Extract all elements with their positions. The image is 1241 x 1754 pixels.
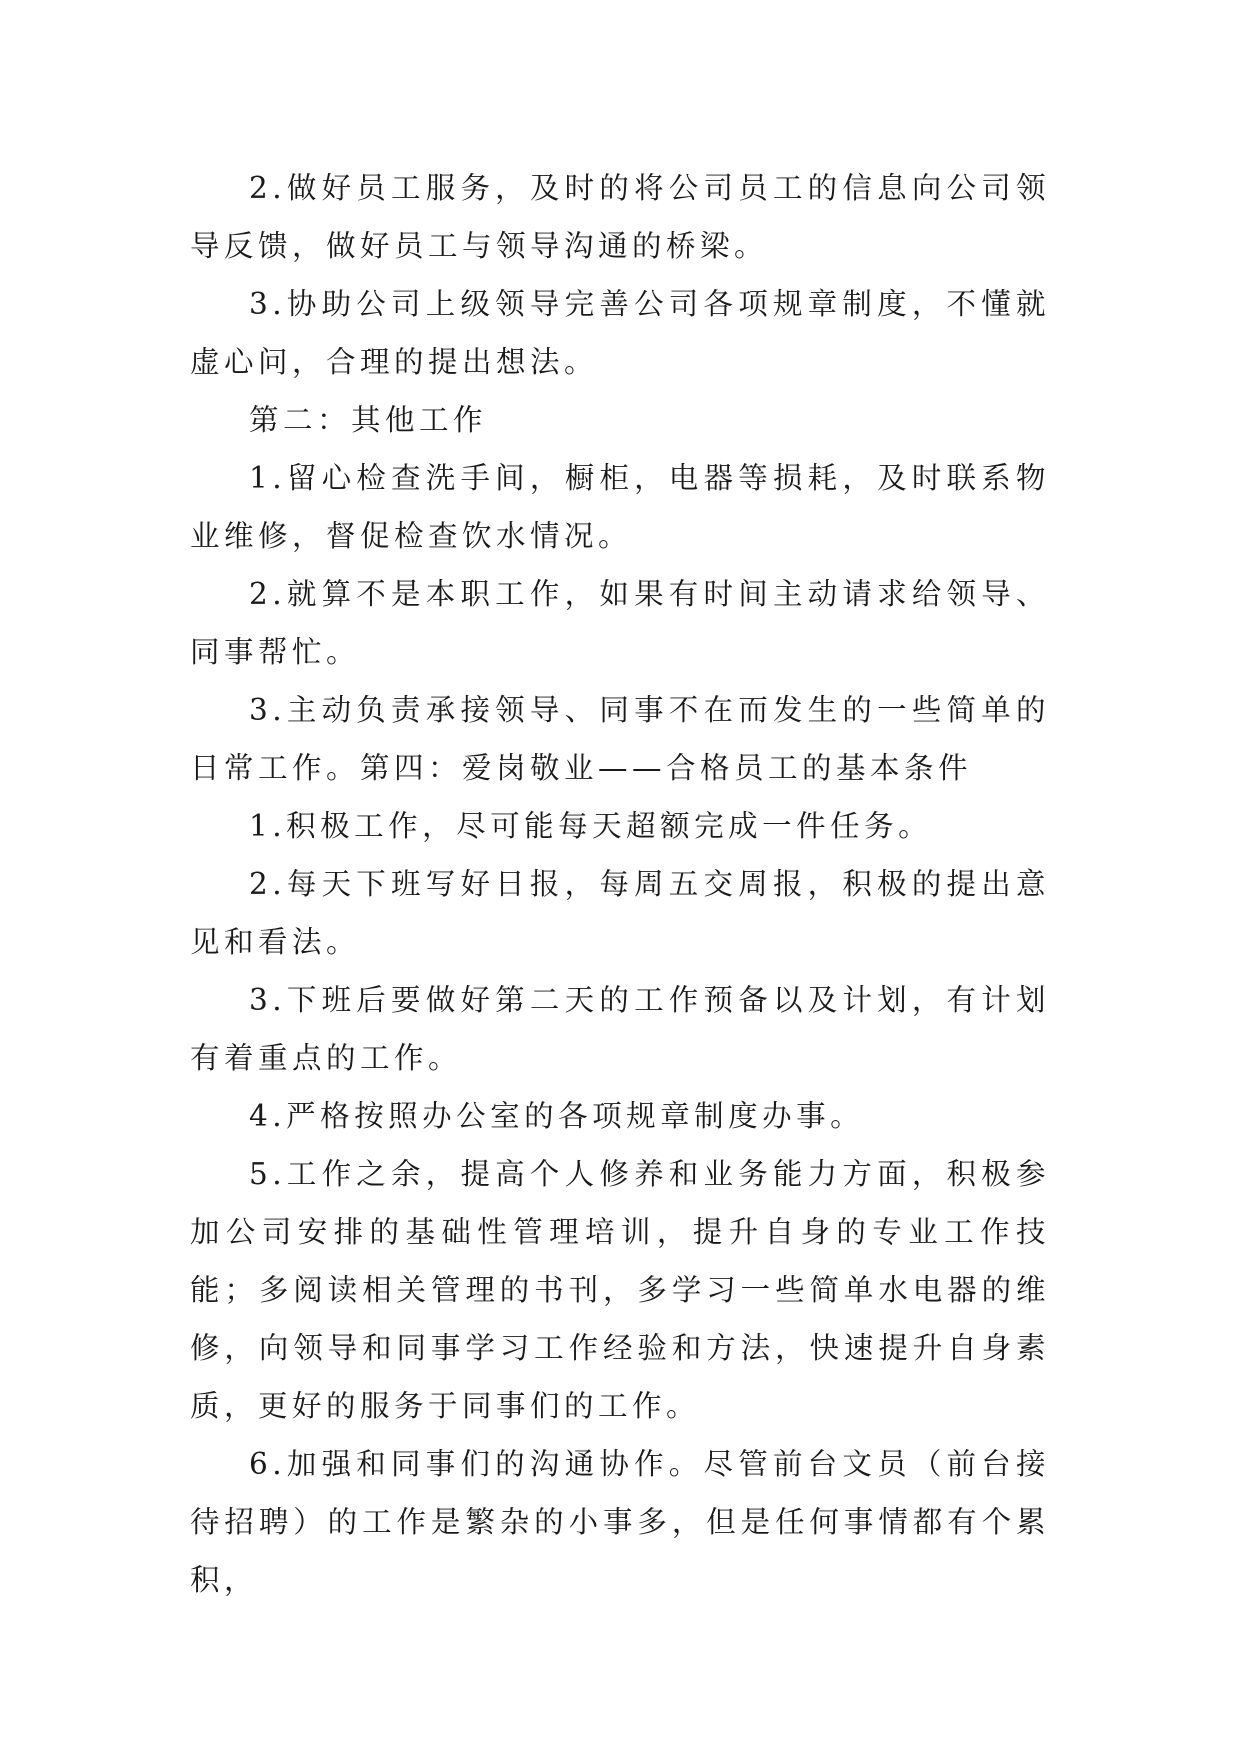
paragraph: 3.主动负责承接领导、同事不在而发生的一些简单的日常工作。第四：爱岗敬业——合格员工的基本条件 xyxy=(190,693,1050,785)
paragraph: 3.协助公司上级领导完善公司各项规章制度，不懂就虚心问，合理的提出想法。 xyxy=(190,287,1050,379)
paragraph: 2.就算不是本职工作，如果有时间主动请求给领导、同事帮忙。 xyxy=(190,577,1050,669)
paragraph: 3.下班后要做好第二天的工作预备以及计划，有计划有着重点的工作。 xyxy=(190,983,1050,1075)
document-body xyxy=(190,159,1050,1609)
paragraph: 6.加强和同事们的沟通协作。尽管前台文员（前台接待招聘）的工作是繁杂的小事多，但是任何事情都有个累积， xyxy=(190,1447,1050,1597)
paragraph: 4.严格按照办公室的各项规章制度办事。 xyxy=(249,1099,865,1133)
section-heading: 第二：其他工作 xyxy=(249,403,488,437)
paragraph: 5.工作之余，提高个人修养和业务能力方面，积极参加公司安排的基础性管理培训，提升自身的专业工作技能；多阅读相关管理的书刊，多学习一些简单水电器的维修，向领导和同事学习工作经验和方法，快速提升自身素质，更好的服务于同事们的工作。 xyxy=(190,1157,1050,1423)
paragraph: 1.积极工作，尽可能每天超额完成一件任务。 xyxy=(249,809,933,843)
paragraph: 2.做好员工服务，及时的将公司员工的信息向公司领导反馈，做好员工与领导沟通的桥梁。 xyxy=(190,171,1050,263)
paragraph: 1.留心检查洗手间，橱柜，电器等损耗，及时联系物业维修，督促检查饮水情况。 xyxy=(190,461,1050,553)
paragraph: 2.每天下班写好日报，每周五交周报，积极的提出意见和看法。 xyxy=(190,867,1050,959)
